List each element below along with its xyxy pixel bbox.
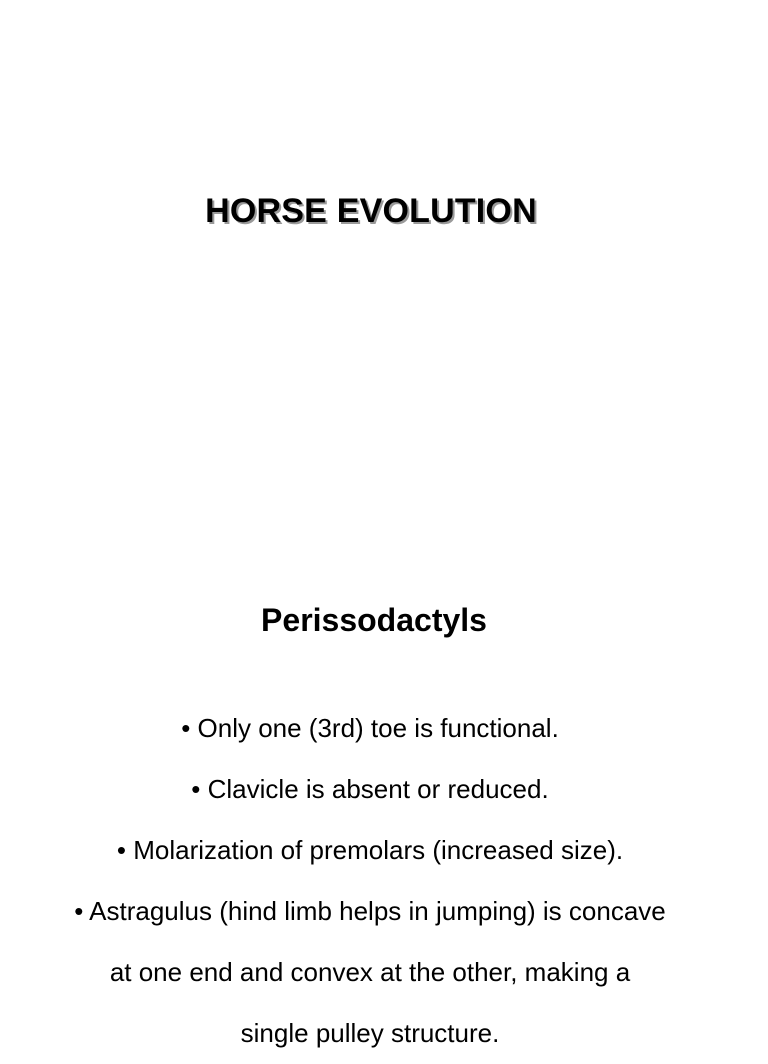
bullet-item: • Clavicle is absent or reduced. [191,774,549,804]
bullet-item-continuation: single pulley structure. [240,1018,500,1048]
bullet-list [0,698,740,1064]
slide-title: HORSE EVOLUTION [205,192,537,230]
bullet-item-continuation: at one end and convex at the other, making a [109,957,631,987]
slide-heading: Perissodactyls [261,602,487,638]
bullet-item: • Astragulus (hind limb helps in jumping) is concave [74,896,666,926]
bullet-item: • Molarization of premolars (increased size). [116,835,624,865]
title-slide [0,0,768,520]
bullet-item: • Only one (3rd) toe is functional. [181,713,559,743]
content-slide [0,520,768,1048]
